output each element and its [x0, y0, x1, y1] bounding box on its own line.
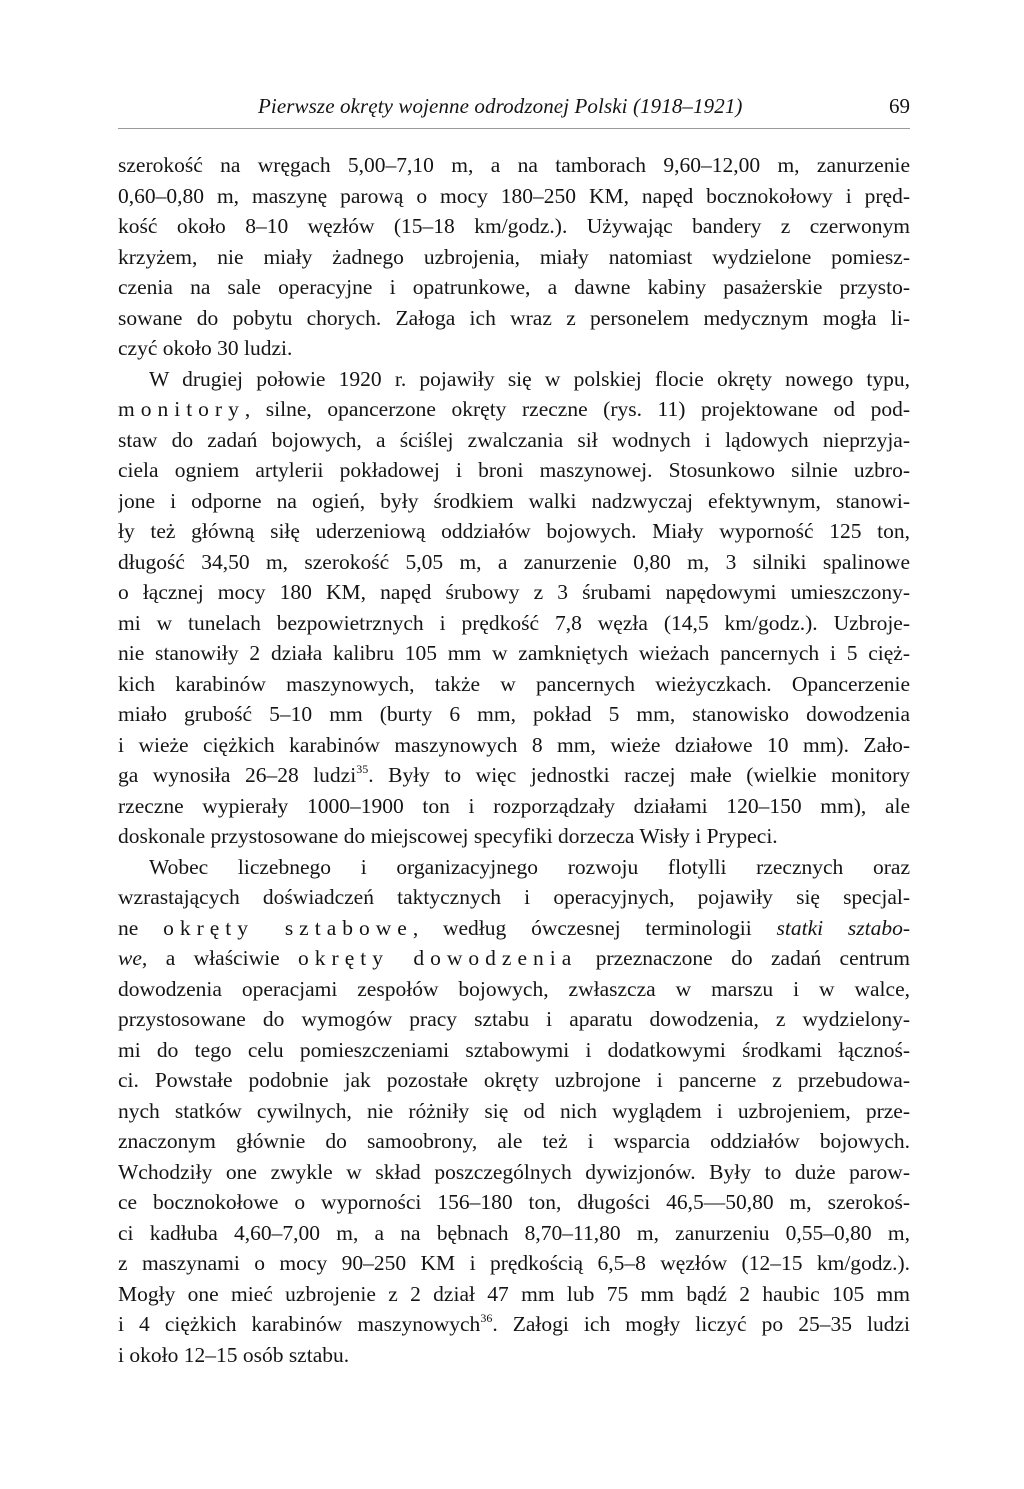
text-line: czenia na sale operacyjne i opatrunkowe, a dawne kabiny pasażerskie przysto- [118, 275, 910, 299]
text-line: krzyżem, nie miały żadnego uzbrojenia, miały natomiast wydzielone pomiesz- [118, 244, 910, 269]
text-line: nie stanowiły 2 działa kalibru 105 mm w zamkniętych wieżach pancernych i 5 cięż- [118, 641, 910, 665]
footnote-ref: 35 [356, 762, 369, 776]
text-line: Mogły one mieć uzbrojenie z 2 dział 47 mm lub 75 mm bądź 2 haubic 105 mm [118, 1281, 910, 1306]
italic-term: statki sztabo- [776, 915, 910, 940]
text-line [118, 394, 910, 425]
text-line: nych statków cywilnych, nie różniły się od nich wyglądem i uzbrojeniem, prze- [118, 1098, 910, 1123]
text-line: z maszynami o mocy 90–250 KM i prędkością 6,5–8 węzłów (12–15 km/godz.). [118, 1251, 910, 1275]
text-line: i wieże ciężkich karabinów maszynowych 8 mm, wieże działowe 10 mm). Zało- [118, 732, 910, 757]
text-line: kich karabinów maszynowych, także w pancernych wieżyczkach. Opancerzenie [118, 671, 910, 696]
page-number: 69 [889, 94, 910, 118]
text-line: długość 34,50 m, szerokość 5,05 m, a zanurzenie 0,80 m, 3 silniki spalinowe [118, 549, 910, 574]
text-line: dowodzenia operacjami zespołów bojowych, zwłaszcza w marszu i w walce, [118, 976, 910, 1001]
text-line: i około 12–15 osób sztabu. [118, 1342, 350, 1367]
text-line: wzrastających doświadczeń taktycznych i operacyjnych, pojawiły się specjal- [118, 885, 910, 909]
text-line: szerokość na wręgach 5,00–7,10 m, a na tamborach 9,60–12,00 m, zanurzenie [118, 153, 910, 177]
text-line: przystosowane do wymogów pracy sztabu i aparatu dowodzenia, z wydzielony- [118, 1007, 910, 1031]
text-line: Wchodziły one zwykle w skład poszczególnych dywizjonów. Były to duże parow- [118, 1159, 910, 1184]
text-segment: i 4 ciężkich karabinów maszynowych [118, 1312, 481, 1336]
text-segment: ga wynosiła 26–28 ludzi [118, 763, 357, 787]
italic-term: we, [118, 946, 148, 970]
body-text [118, 150, 910, 1370]
text-line: sowane do pobytu chorych. Załoga ich wraz z personelem medycznym mogła li- [118, 305, 910, 330]
spaced-term: okręty dowodzenia [298, 946, 578, 970]
text-segment: , według ówczesnej terminologii [412, 915, 777, 940]
text-line: ci kadłuba 4,60–7,00 m, a na bębnach 8,70–11,80 m, zanurzeniu 0,55–0,80 m, [118, 1220, 910, 1245]
text-line: W drugiej połowie 1920 r. pojawiły się w polskiej flocie okręty nowego typu, [149, 366, 910, 391]
text-segment: ne [118, 915, 164, 940]
text-line: ci. Powstałe podobnie jak pozostałe okręty uzbrojone i pancerne z przebudowa- [118, 1068, 910, 1092]
running-header [118, 88, 910, 129]
text-line [118, 1309, 910, 1340]
text-segment: przeznaczone do zadań centrum [577, 946, 910, 970]
spaced-term: monitory [118, 397, 245, 421]
text-segment: . Załogi ich mogły liczyć po 25–35 ludzi [492, 1312, 910, 1336]
text-line: mi w tunelach bezpowietrznych i prędkość 7,8 węzła (14,5 km/godz.). Uzbroje- [118, 610, 910, 635]
text-line [118, 913, 910, 944]
text-line: ce bocznokołowe o wyporności 156–180 ton, długości 46,5—50,80 m, szerokoś- [118, 1190, 910, 1214]
text-line: miało grubość 5–10 mm (burty 6 mm, pokład 5 mm, stanowisko dowodzenia [118, 702, 910, 726]
text-line: Wobec liczebnego i organizacyjnego rozwoju flotylli rzecznych oraz [149, 854, 910, 879]
text-segment: , silne, opancerzone okręty rzeczne (rys. 11) projektowane od pod- [244, 397, 910, 421]
text-line: jone i odporne na ogień, były środkiem walki nadzwyczaj efektywnym, stanowi- [118, 488, 910, 513]
footnote-ref: 36 [480, 1311, 493, 1325]
text-line: rzeczne wypierały 1000–1900 ton i rozporządzały działami 120–150 mm), ale [118, 793, 910, 818]
text-segment: a właściwie [147, 946, 299, 970]
running-title: Pierwsze okręty wojenne odrodzonej Polski (1918–1921) [258, 94, 743, 118]
text-line: kość około 8–10 węzłów (15–18 km/godz.). Używając bandery z czerwonym [118, 214, 910, 238]
text-line: ciela ogniem artylerii pokładowej i broni maszynowej. Stosunkowo silnie uzbro- [118, 458, 910, 482]
text-line: doskonale przystosowane do miejscowej specyfiki dorzecza Wisły i Prypeci. [118, 824, 778, 848]
text-line: o łącznej mocy 180 KM, napęd śrubowy z 3 śrubami napędowymi umieszczony- [118, 580, 910, 604]
text-line: ły też główną siłę uderzeniową oddziałów bojowych. Miały wyporność 125 ton, [118, 519, 910, 543]
text-line: staw do zadań bojowych, a ściślej zwalczania sił wodnych i lądowych nieprzyja- [118, 427, 910, 452]
spaced-term: okręty sztabowe [163, 915, 413, 940]
text-segment: . Były to więc jednostki raczej małe (wielkie monitory [368, 763, 910, 787]
text-line: mi do tego celu pomieszczeniami sztabowymi i dodatkowymi środkami łącznoś- [118, 1037, 910, 1062]
text-line [118, 760, 910, 791]
text-line: czyć około 30 ludzi. [118, 336, 293, 360]
text-line: 0,60–0,80 m, maszynę parową o mocy 180–250 KM, napęd bocznokołowy i pręd- [118, 183, 910, 208]
text-line [118, 943, 910, 974]
text-line: znaczonym głównie do samoobrony, ale też i wsparcia oddziałów bojowych. [118, 1129, 910, 1153]
